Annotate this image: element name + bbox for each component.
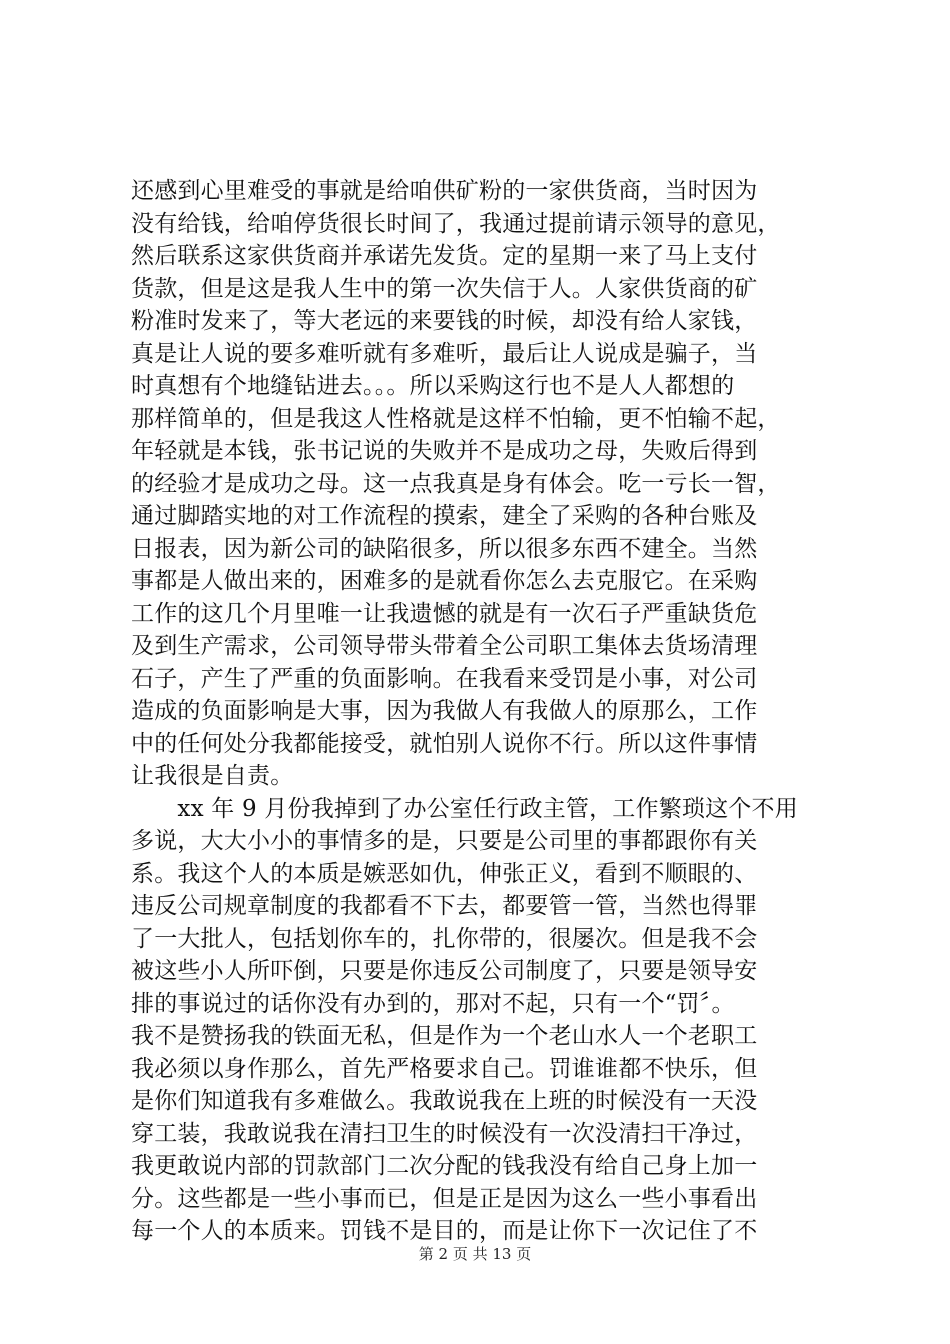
text-line: 被这些小人所吓倒，只要是你违反公司制度了，只要是领导安: [131, 958, 758, 984]
text-line: 通过脚踏实地的对工作流程的摸索，建全了采购的各种台账及: [131, 503, 758, 529]
text-line: 造成的负面影响是大事，因为我做人有我做人的原那么，工作: [131, 698, 758, 724]
text-line: 年轻就是本钱，张书记说的失败并不是成功之母，失败后得到: [131, 438, 758, 464]
paragraph-2: [131, 793, 831, 1248]
text-line: 排的事说过的话你没有办到的，那对不起，只有一个“罚〞。: [131, 990, 735, 1017]
text-line: 那样简单的，但是我这人性格就是这样不怕输，更不怕输不起，: [131, 405, 781, 432]
text-line: 没有给钱，给咱停货很长时间了，我通过提前请示领导的意见，: [131, 210, 781, 237]
text-line: 穿工装，我敢说我在清扫卫生的时候没有一次没清扫干净过，: [131, 1120, 758, 1147]
text-line: 货款，但是这是我人生中的第一次失信于人。人家供货商的矿: [131, 275, 758, 302]
text-line: 多说，大大小小的事情多的是，只要是公司里的事都跟你有关: [131, 828, 758, 854]
text-line: 真是让人说的要多难听就有多难听，最后让人说成是骗子，当: [131, 340, 758, 367]
text-line: 工作的这几个月里唯一让我遗憾的就是有一次石子严重缺货危: [131, 600, 758, 627]
text-line: 让我很是自责。: [131, 763, 294, 789]
text-line: 还感到心里难受的事就是给咱供矿粉的一家供货商，当时因为: [131, 178, 758, 204]
text-line: 分。这些都是一些小事而已，但是正是因为这么一些小事看出: [131, 1185, 758, 1212]
text-line: xx 年 9 月份我掉到了办公室任行政主管，工作繁琐这个不用: [131, 795, 798, 822]
text-line: 及到生产需求，公司领导带头带着全公司职工集体去货场清理: [131, 633, 758, 659]
page-footer: [0, 1244, 950, 1264]
text-line: 事都是人做出来的，困难多的是就看你怎么去克服它。在采购: [131, 568, 758, 594]
text-line: 我更敢说内部的罚款部门二次分配的钱我没有给自己身上加一: [131, 1153, 758, 1179]
text-line: 时真想有个地缝钻进去。。。所以采购这行也不是人人都想的: [131, 373, 735, 399]
text-line: 然后联系这家供货商并承诺先发货。定的星期一来了马上支付: [131, 243, 758, 269]
text-line: 中的任何处分我都能接受，就怕别人说你不行。所以这件事情: [131, 730, 758, 757]
text-line: 每一个人的本质来。罚钱不是目的，而是让你下一次记住了不: [131, 1218, 758, 1244]
document-body: [131, 175, 831, 1248]
text-line: 的经验才是成功之母。这一点我真是身有体会。吃一亏长一智，: [131, 470, 781, 497]
text-line: 是你们知道我有多难做么。我敢说我在上班的时候没有一天没: [131, 1088, 758, 1114]
text-line: 粉准时发来了，等大老远的来要钱的时候，却没有给人家钱，: [131, 308, 758, 334]
text-line: 我必须以身作那么，首先严格要求自己。罚谁谁都不快乐，但: [131, 1055, 758, 1082]
text-line: 我不是赞扬我的铁面无私，但是作为一个老山水人一个老职工: [131, 1023, 758, 1049]
page-indicator: 第 2 页 共 13 页: [418, 1245, 532, 1263]
paragraph-1: [131, 175, 831, 793]
text-line: 违反公司规章制度的我都看不下去，都要管一管，当然也得罪: [131, 893, 758, 919]
text-line: 石子，产生了严重的负面影响。在我看来受罚是小事，对公司: [131, 665, 758, 692]
text-line: 日报表，因为新公司的缺陷很多，所以很多东西不建全。当然: [131, 535, 758, 562]
text-line: 系。我这个人的本质是嫉恶如仇，伸张正义，看到不顺眼的、: [131, 860, 758, 887]
text-line: 了一大批人，包括划你车的，扎你带的，很屡次。但是我不会: [131, 925, 758, 952]
